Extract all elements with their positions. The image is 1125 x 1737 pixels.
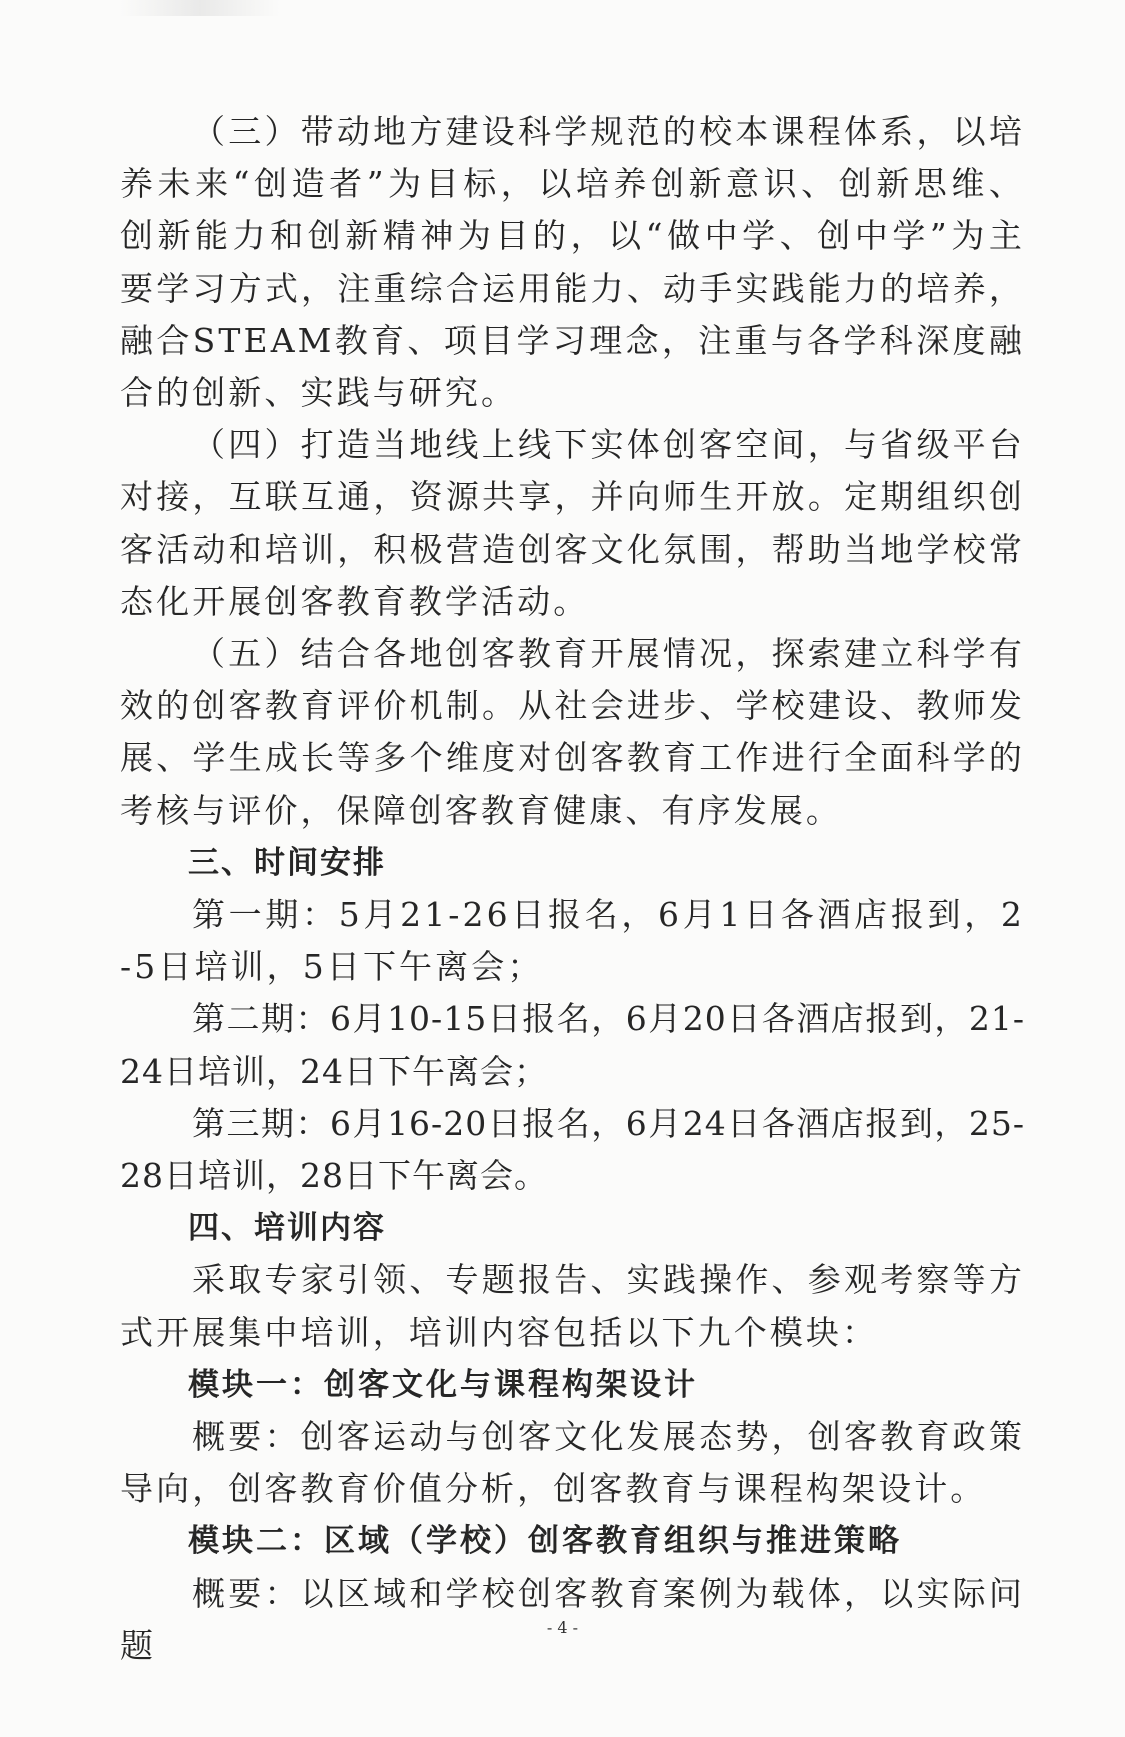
- paragraph-three: （三）带动地方建设科学规范的校本课程体系，以培养未来“创造者”为目标，以培养创新意识、创新思维、创新能力和创新精神为目的，以“做中学、创中学”为主要学习方式，注重综合运用能力、动手实践能力的培养，融合STEAM教育、项目学习理念，注重与各学科深度融合的创新、实践与研究。: [120, 112, 1025, 413]
- schedule-period-two: 第二期：6月10-15日报名，6月20日各酒店报到，21-24日培训，24日下午离会；: [120, 999, 1025, 1091]
- paragraph-five: （五）结合各地创客教育开展情况，探索建立科学有效的创客教育评价机制。从社会进步、学校建设、教师发展、学生成长等多个维度对创客教育工作进行全面科学的考核与评价，保障创客教育健康、有序发展。: [120, 634, 1025, 830]
- schedule-period-three: 第三期：6月16-20日报名，6月24日各酒店报到，25-28日培训，28日下午离会。: [120, 1103, 1025, 1196]
- paragraph-four: （四）打造当地线上线下实体创客空间，与省级平台对接，互联互通，资源共享，并向师生开放。定期组织创客活动和培训，积极营造创客文化氛围，帮助当地学校常态化开展创客教育教学活动。: [120, 425, 1025, 621]
- module-one-summary: 概要：创客运动与创客文化发展态势，创客教育政策导向，创客教育价值分析，创客教育与课程构架设计。: [120, 1417, 1025, 1509]
- section-heading-schedule: 三、时间安排: [188, 844, 386, 881]
- content-intro: 采取专家引领、专题报告、实践操作、参观考察等方式开展集中培训，培训内容包括以下九个模块：: [120, 1260, 1025, 1352]
- scan-smudge: [120, 0, 280, 16]
- section-heading-content: 四、培训内容: [188, 1210, 386, 1247]
- schedule-period-one: 第一期：5月21-26日报名，6月1日各酒店报到，2-5日培训，5日下午离会；: [120, 895, 1025, 987]
- module-one-title: 模块一：创客文化与课程构架设计: [188, 1366, 698, 1403]
- page-number: - 4 -: [546, 1618, 579, 1637]
- document-body: [120, 106, 1025, 1672]
- module-two-summary: 概要：以区域和学校创客教育案例为载体，以实际问题: [120, 1573, 1025, 1665]
- module-two-title: 模块二：区域（学校）创客教育组织与推进策略: [188, 1523, 902, 1560]
